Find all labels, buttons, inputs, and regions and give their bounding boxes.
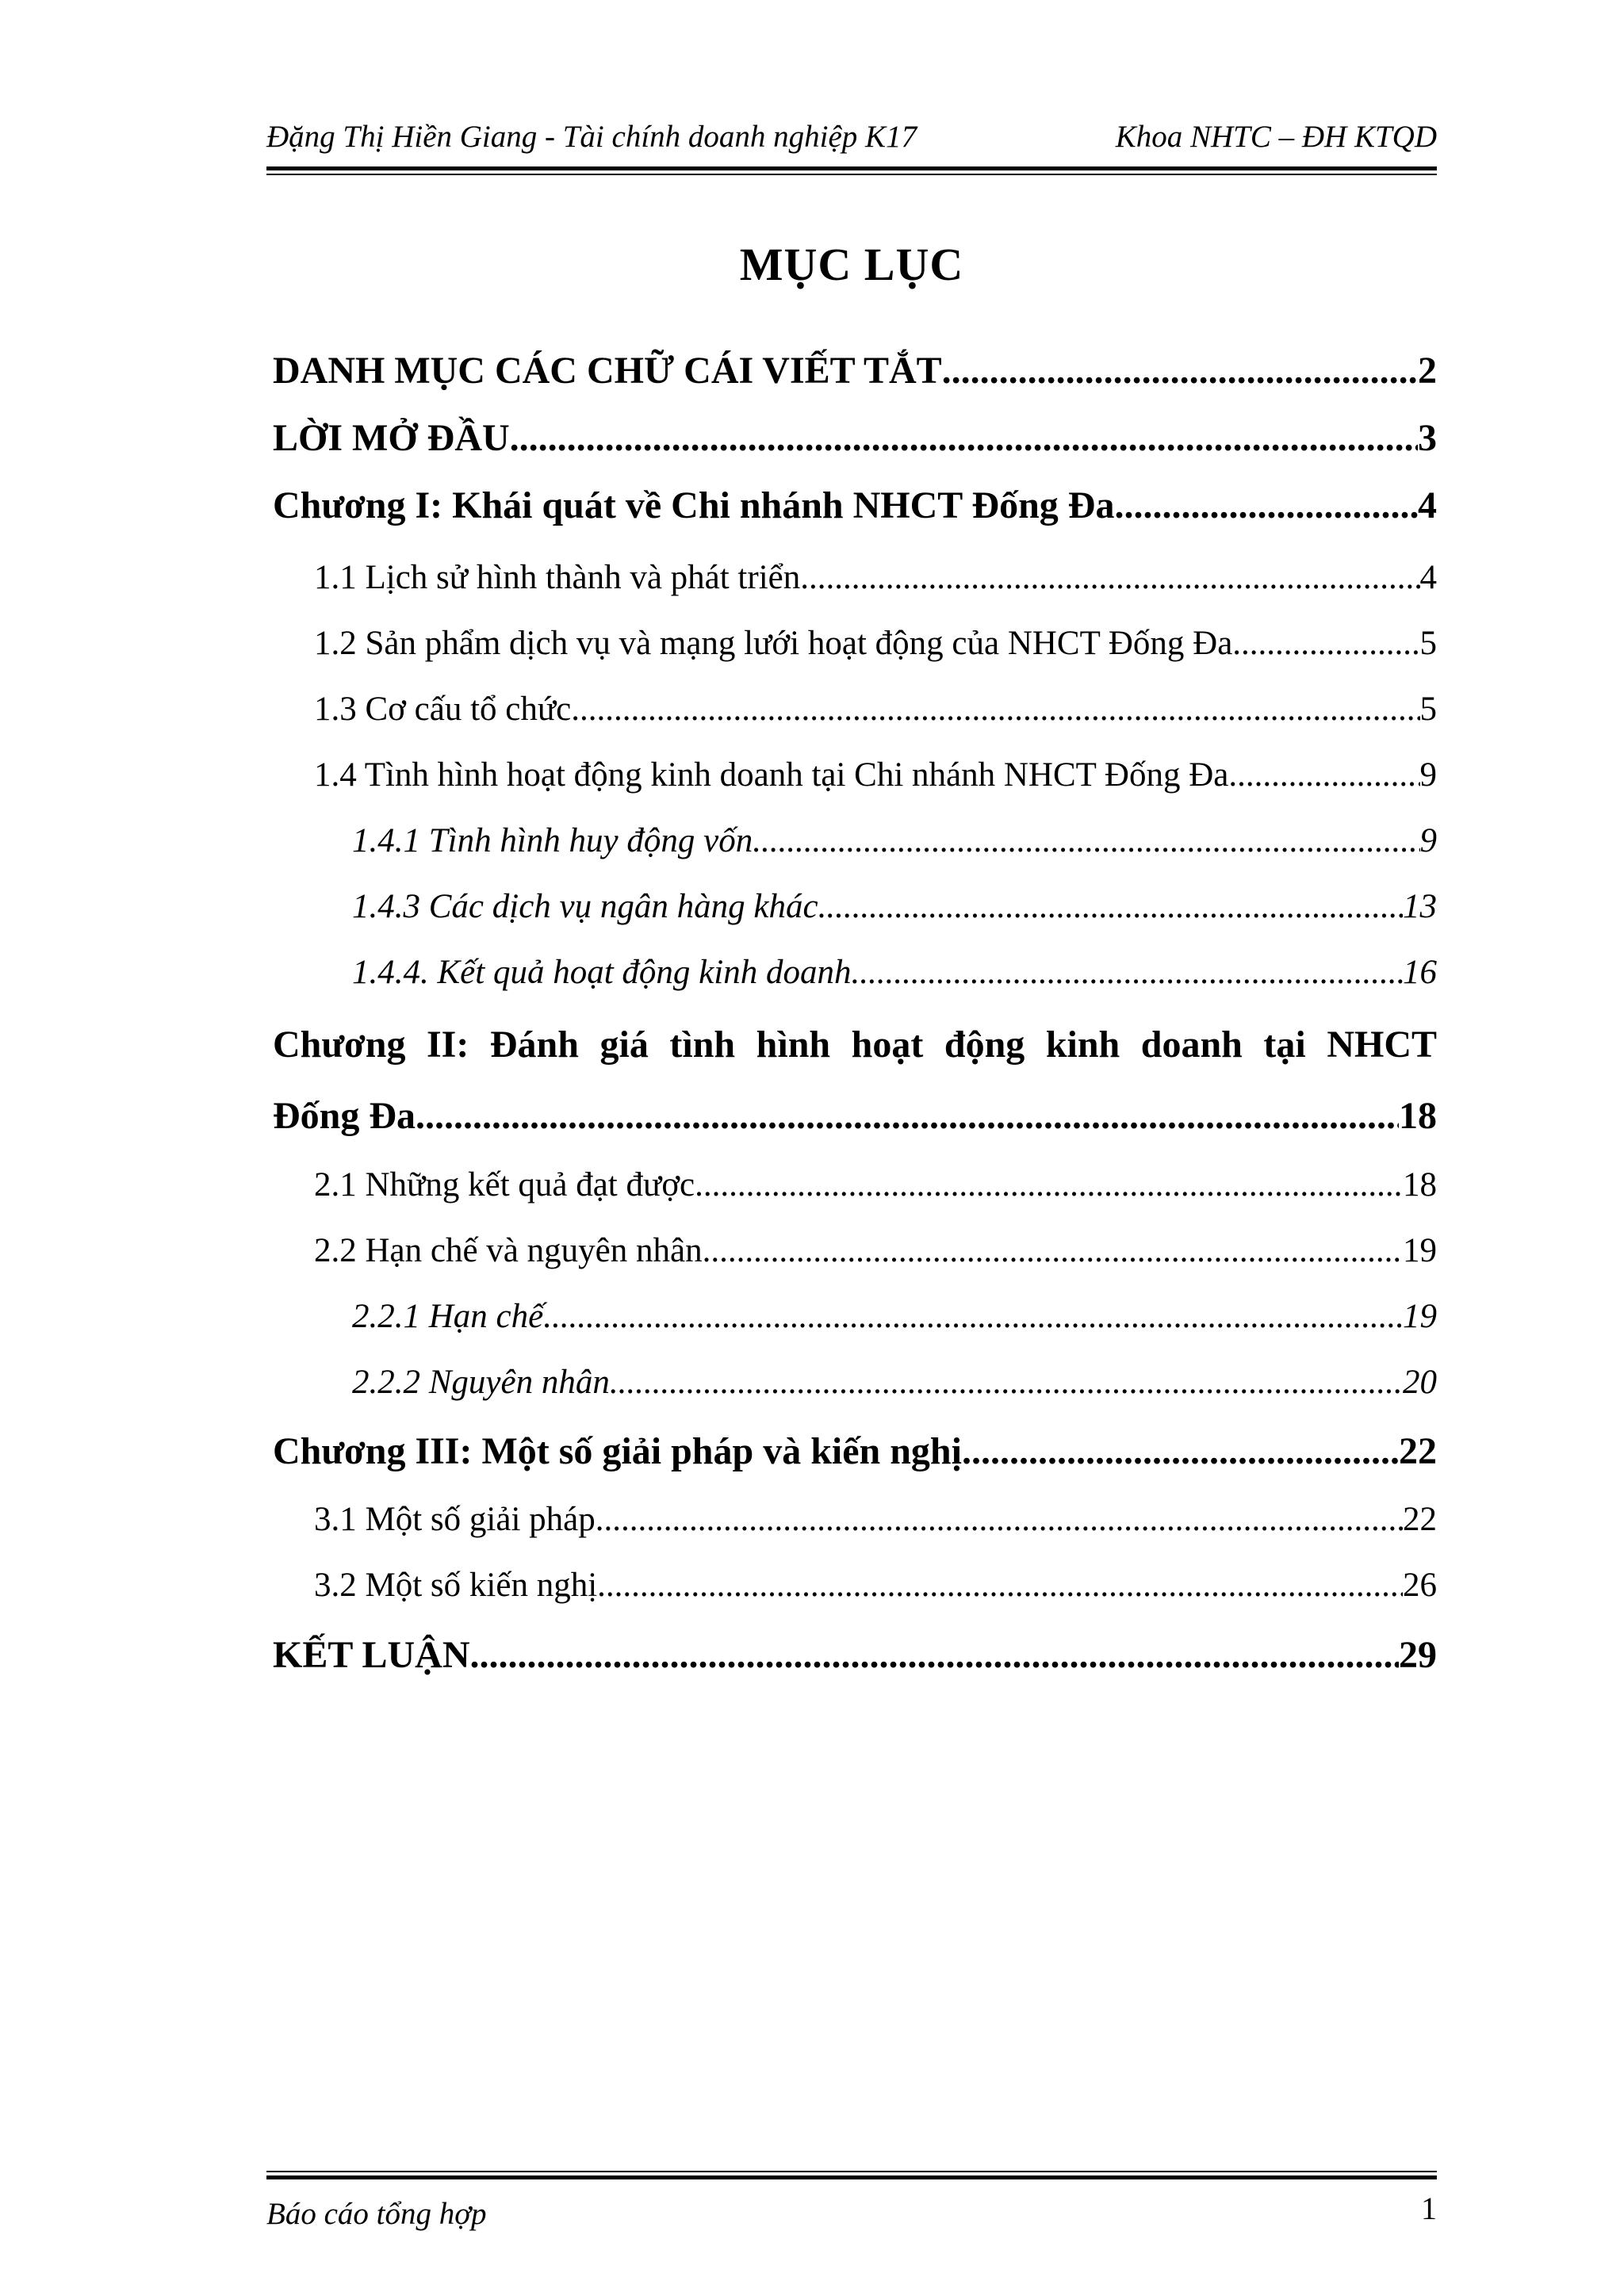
header-faculty: Khoa NHTC – ĐH KTQD	[1115, 120, 1437, 154]
footer-report-type: Báo cáo tổng hợp	[266, 2197, 487, 2231]
page-title: MỤC LỤC	[739, 239, 964, 290]
toc-entry-2-2-1[interactable]: 2.2.1 Hạn chế ..... 19	[352, 1297, 1437, 1336]
toc-entry-introduction[interactable]: LỜI MỞ ĐẦU ..... 3	[273, 416, 1437, 460]
toc-entry-conclusion[interactable]: KẾT LUẬN ..... 29	[273, 1633, 1437, 1677]
toc-entry-3-1[interactable]: 3.1 Một số giải pháp ..... 22	[314, 1500, 1437, 1539]
toc-entry-1-2[interactable]: 1.2 Sản phẩm dịch vụ và mạng lưới hoạt động của NHCT Đống Đa ..... 5	[314, 624, 1437, 663]
toc-entry-chapter-2[interactable]: Đống Đa ..... 18	[273, 1094, 1437, 1138]
toc-entry-chapter-1[interactable]: Chương I: Khái quát về Chi nhánh NHCT Đống Đa ..... 4	[273, 484, 1437, 527]
toc-entry-2-1[interactable]: 2.1 Những kết quả đạt được ..... 18	[314, 1165, 1437, 1204]
toc-entry-chapter-3[interactable]: Chương III: Một số giải pháp và kiến nghị ..... 22	[273, 1429, 1437, 1473]
toc-entry-3-2[interactable]: 3.2 Một số kiến nghị ..... 26	[314, 1566, 1437, 1605]
toc-entry-1-4[interactable]: 1.4 Tình hình hoạt động kinh doanh tại Chi nhánh NHCT Đống Đa ..... 9	[314, 756, 1437, 794]
toc-entry-1-4-4[interactable]: 1.4.4. Kết quả hoạt động kinh doanh ..... 16	[352, 953, 1437, 992]
footer-page-number: 1	[1421, 2191, 1437, 2226]
toc-entry-abbreviations[interactable]: DANH MỤC CÁC CHỮ CÁI VIẾT TẮT ..... 2	[273, 349, 1437, 392]
toc-entry-1-1[interactable]: 1.1 Lịch sử hình thành và phát triển ..... 4	[314, 558, 1437, 597]
toc-entry-2-2-2[interactable]: 2.2.2 Nguyên nhân ..... 20	[352, 1363, 1437, 1402]
toc-entry-1-4-3[interactable]: 1.4.3 Các dịch vụ ngân hàng khác ..... 13	[352, 887, 1437, 926]
footer-rule	[266, 2171, 1437, 2182]
header-author-course: Đặng Thị Hiền Giang - Tài chính doanh nghiệp K17	[266, 120, 917, 154]
toc-entry-1-3[interactable]: 1.3 Cơ cấu tổ chức ..... 5	[314, 690, 1437, 729]
toc-entry-1-4-1[interactable]: 1.4.1 Tình hình huy động vốn ..... 9	[352, 821, 1437, 860]
toc-entry-2-2[interactable]: 2.2 Hạn chế và nguyên nhân ..... 19	[314, 1231, 1437, 1270]
toc-entry-chapter-2-line1[interactable]: Chương II: Đánh giá tình hình hoạt động kinh doanh tại NHCT	[273, 1024, 1437, 1066]
